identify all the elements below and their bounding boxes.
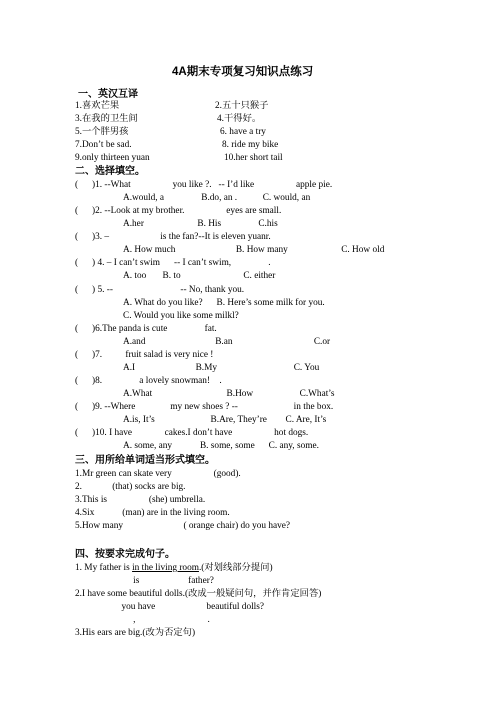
fill-blank-item: 5.How many ( orange chair) do you have? <box>75 521 291 531</box>
translation-item: 2.五十只猴子 <box>215 101 269 111</box>
choice-question: ( )8. a lovely snowman! . <box>75 376 222 386</box>
translation-item: 1.喜欢芒果 <box>75 101 120 111</box>
translation-item: 5.一个胖男孩 <box>75 127 129 137</box>
translation-item: 10.her short tail <box>224 153 283 163</box>
choice-question: ( ) 5. -- -- No, thank you. <box>75 285 245 295</box>
choice-question: ( )6.The panda is cute fat. <box>75 324 217 334</box>
choice-options: A.I B.My C. You <box>123 363 320 373</box>
underlined-phrase: in the living room <box>132 563 199 573</box>
translation-item: 6. have a try <box>220 127 266 137</box>
choice-question: ( )3. – is the fan?--It is eleven yuanr. <box>75 232 271 242</box>
sentence-task-1 <box>75 563 273 574</box>
choice-options: A.and B.an C.or <box>123 337 331 347</box>
translation-item: 4.干得好。 <box>217 114 262 124</box>
choice-options: A. too B. to C. either <box>123 271 276 281</box>
choice-options: A.What B.How C.What’s <box>123 389 335 399</box>
sentence-text: 1. My father is <box>75 563 133 573</box>
choice-options: C. Would you like some milkl? <box>123 311 239 321</box>
choice-question: ( )9. --Where my new shoes ? -- in the box. <box>75 402 334 412</box>
answer-blank-line: is father? <box>75 576 214 586</box>
sentence-task-3: 3.His ears are big.(改为否定句) <box>75 628 196 638</box>
answer-blank-line: you have beautiful dolls? <box>75 602 265 612</box>
choice-options: A.would, a B.do, an . C. would, an <box>123 193 311 203</box>
section-3-heading: 三、用所给单词适当形式填空。 <box>75 455 215 466</box>
fill-blank-item: 3.This is (she) umbrella. <box>75 495 206 505</box>
section-2-heading: 二、选择填空。 <box>75 166 145 177</box>
answer-blank-line: , . <box>75 615 210 625</box>
choice-options: A.is, It’s B.Are, They’re C. Are, It’s <box>123 415 327 425</box>
fill-blank-item: 1.Mr green can skate very (good). <box>75 469 241 479</box>
choice-options: A. What do you like? B. Here’s some milk for you. <box>123 298 325 308</box>
fill-blank-item: 2. (that) socks are big. <box>75 482 186 492</box>
choice-question: ( )7. fruit salad is very nice ! <box>75 350 214 360</box>
choice-options: A. some, any B. some, some C. any, some. <box>123 441 319 451</box>
choice-question: ( )1. --What you like ?. -- I’d like apple pie. <box>75 180 333 190</box>
section-1-heading: 一、英汉互译 <box>78 89 138 100</box>
translation-item: 9.only thirteen yuan <box>75 153 150 163</box>
sentence-instruction: .(对划线部分提问) <box>198 563 273 573</box>
translation-item: 3.在我的卫生间 <box>75 114 138 124</box>
choice-question: ( )2. --Look at my brother. eyes are small. <box>75 206 282 216</box>
section-4-heading: 四、按要求完成句子。 <box>75 549 175 560</box>
choice-options: A. How much B. How many C. How old <box>123 245 385 255</box>
fill-blank-item: 4.Six (man) are in the living room. <box>75 508 230 518</box>
choice-options: A.her B. His C.his <box>123 219 278 229</box>
page-title: 4A期末专项复习知识点练习 <box>172 66 314 78</box>
translation-item: 8. ride my bike <box>222 140 279 150</box>
choice-question: ( ) 4. – I can’t swim -- I can’t swim, . <box>75 258 271 268</box>
translation-item: 7.Don’t be sad. <box>75 140 132 150</box>
sentence-task-2: 2.I have some beautiful dolls.(改成一般疑问句，并作肯定回答) <box>75 589 322 599</box>
choice-question: ( )10. I have cakes.I don’t have hot dogs. <box>75 428 309 438</box>
